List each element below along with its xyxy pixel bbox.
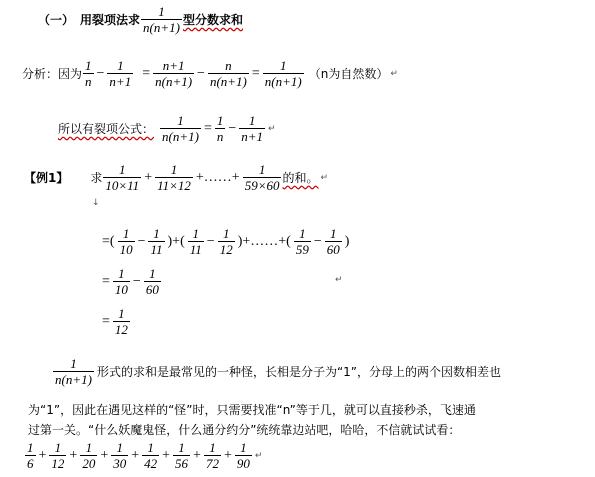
fraction-numerator: 1 bbox=[117, 58, 124, 73]
plus-sign: + bbox=[100, 447, 109, 463]
fraction-numerator: 1 bbox=[149, 266, 156, 281]
fraction-numerator: 1 bbox=[118, 306, 125, 321]
fraction-denominator: 11 bbox=[150, 242, 163, 257]
fraction-denominator: n+1 bbox=[109, 74, 132, 89]
return-mark-icon: ↵ bbox=[335, 275, 343, 285]
analysis-frac-4 bbox=[208, 58, 249, 89]
equals-sign: = bbox=[251, 65, 260, 81]
fraction-denominator: 90 bbox=[236, 456, 250, 471]
exercise-term bbox=[235, 440, 252, 471]
exercise-term bbox=[173, 440, 190, 471]
plus-sign: + bbox=[162, 447, 171, 463]
minus-sign: − bbox=[228, 120, 237, 136]
exercise-term bbox=[80, 440, 97, 471]
fraction-numerator: 1 bbox=[158, 4, 165, 19]
equals-sign: = bbox=[203, 120, 212, 136]
formula-frac-2 bbox=[215, 113, 226, 144]
fraction-numerator: 1 bbox=[299, 226, 306, 241]
fraction-denominator: 12 bbox=[219, 242, 233, 257]
formula-frac-1 bbox=[160, 113, 201, 144]
fraction-numerator: 1 bbox=[70, 356, 77, 371]
fraction-denominator: 11×12 bbox=[157, 178, 191, 193]
equals-sign: = bbox=[142, 65, 151, 81]
exercise-term bbox=[204, 440, 221, 471]
fraction-denominator: 11 bbox=[189, 242, 202, 257]
fraction-denominator: n+1 bbox=[241, 129, 264, 144]
analysis-frac-3 bbox=[153, 58, 194, 89]
minus-sign: − bbox=[206, 233, 215, 249]
fraction-numerator: 1 bbox=[118, 266, 125, 281]
equals-sign: = bbox=[102, 273, 110, 289]
fraction-numerator: 1 bbox=[216, 113, 224, 128]
fraction-numerator: 1 bbox=[54, 440, 62, 455]
plus-sign: + bbox=[69, 447, 78, 463]
minus-sign: − bbox=[137, 233, 146, 249]
fraction-denominator: 56 bbox=[175, 456, 189, 471]
exercise-term bbox=[49, 440, 66, 471]
minus-sign: − bbox=[313, 233, 322, 249]
plus-sign: + bbox=[144, 169, 153, 185]
minus-sign: − bbox=[96, 65, 105, 81]
analysis-note: （n为自然数） bbox=[308, 67, 389, 81]
fraction-numerator: 1 bbox=[178, 440, 185, 455]
fraction-numerator: 1 bbox=[85, 440, 93, 455]
close-paren: ) bbox=[344, 233, 350, 249]
example-term-2 bbox=[155, 162, 193, 193]
solution-frac-result bbox=[113, 306, 130, 337]
fraction-denominator: 59×60 bbox=[244, 178, 280, 193]
plus-sign: + bbox=[223, 447, 232, 463]
fraction-numerator: 1 bbox=[248, 113, 256, 128]
paragraph-fraction bbox=[53, 356, 94, 387]
fraction-numerator: 1 bbox=[153, 226, 160, 241]
solution-frac-r2a bbox=[113, 266, 130, 297]
minus-sign: − bbox=[197, 65, 205, 81]
fraction-numerator: 1 bbox=[258, 162, 266, 177]
analysis-frac-2 bbox=[107, 58, 133, 89]
fraction-numerator: 1 bbox=[192, 226, 200, 241]
fraction-numerator: 1 bbox=[122, 226, 130, 241]
fraction-denominator: n(n+1) bbox=[143, 20, 180, 35]
open-paren: =( bbox=[102, 233, 115, 249]
formula-frac-3 bbox=[239, 113, 265, 144]
example-end: 的和。 bbox=[282, 171, 319, 185]
fraction-denominator: n bbox=[216, 129, 224, 144]
section-heading bbox=[38, 4, 243, 35]
analysis-label: 分析：因为 bbox=[22, 67, 83, 81]
solution-frac-e bbox=[294, 226, 311, 257]
down-mark-icon: ↓ bbox=[92, 198, 100, 208]
exercise-term bbox=[111, 440, 128, 471]
return-mark-icon: ↵ bbox=[320, 172, 329, 183]
solution-frac-f bbox=[325, 226, 342, 257]
heading-title-a: 用裂项法求 bbox=[80, 13, 141, 27]
solution-row-3 bbox=[100, 306, 131, 337]
fraction-numerator: 1 bbox=[170, 162, 178, 177]
fraction-denominator: n bbox=[85, 74, 92, 89]
ellipsis-plus: +……+ bbox=[195, 169, 240, 185]
fraction-denominator: 12 bbox=[51, 456, 65, 471]
plus-sign: + bbox=[38, 447, 47, 463]
heading-prefix: （一） bbox=[38, 13, 75, 27]
heading-fraction bbox=[141, 4, 182, 35]
fraction-numerator: 1 bbox=[240, 440, 247, 455]
fraction-numerator: 1 bbox=[119, 162, 126, 177]
fraction-numerator: 1 bbox=[222, 226, 230, 241]
fraction-numerator: 1 bbox=[209, 440, 216, 455]
fraction-denominator: 10×11 bbox=[105, 178, 140, 193]
fraction-denominator: 42 bbox=[144, 456, 158, 471]
fraction-numerator: 1 bbox=[85, 58, 92, 73]
return-mark-icon: ↵ bbox=[390, 68, 398, 79]
fraction-denominator: 60 bbox=[326, 242, 340, 257]
fraction-denominator: 10 bbox=[114, 282, 128, 297]
solution-row-2 bbox=[100, 266, 162, 297]
heading-title-b: 型分数求和 bbox=[182, 13, 243, 27]
fraction-denominator: 59 bbox=[295, 242, 309, 257]
fraction-numerator: 1 bbox=[116, 440, 123, 455]
exercise-term bbox=[142, 440, 159, 471]
fraction-denominator: 72 bbox=[205, 456, 219, 471]
example-line bbox=[24, 162, 328, 193]
analysis-frac-5 bbox=[263, 58, 304, 89]
solution-frac-a bbox=[118, 226, 135, 257]
fraction-denominator: n(n+1) bbox=[55, 372, 92, 387]
analysis-frac-1 bbox=[83, 58, 94, 89]
formula-label: 所以有裂项公式： bbox=[58, 122, 155, 136]
fraction-numerator: 1 bbox=[177, 113, 184, 128]
plus-sign: + bbox=[131, 447, 140, 463]
equals-sign: = bbox=[102, 313, 110, 329]
fraction-denominator: 10 bbox=[119, 242, 133, 257]
return-mark-icon: ↵ bbox=[254, 450, 263, 461]
exercise-term bbox=[25, 440, 36, 471]
fraction-denominator: 20 bbox=[82, 456, 96, 471]
fraction-denominator: 60 bbox=[145, 282, 159, 297]
fraction-numerator: n+1 bbox=[162, 58, 185, 73]
fraction-numerator: 1 bbox=[27, 440, 34, 455]
formula-line bbox=[58, 113, 276, 144]
analysis-line bbox=[22, 58, 398, 89]
minus-sign: − bbox=[132, 273, 141, 289]
fraction-denominator: 12 bbox=[114, 322, 128, 337]
fraction-denominator: n(n+1) bbox=[209, 74, 247, 89]
solution-frac-c bbox=[188, 226, 204, 257]
fraction-denominator: 6 bbox=[27, 456, 34, 471]
fraction-denominator: n(n+1) bbox=[155, 74, 193, 89]
fraction-numerator: 1 bbox=[329, 226, 337, 241]
solution-frac-d bbox=[218, 226, 235, 257]
solution-frac-r2b bbox=[144, 266, 161, 297]
fraction-numerator: 1 bbox=[147, 440, 154, 455]
fraction-denominator: 30 bbox=[113, 456, 127, 471]
exercise-line bbox=[24, 440, 262, 471]
solution-row-1 bbox=[100, 226, 351, 257]
example-term-1 bbox=[103, 162, 141, 193]
paragraph-line-1 bbox=[52, 356, 501, 387]
ellipsis-join: )+……+( bbox=[237, 233, 291, 249]
example-term-3 bbox=[243, 162, 282, 193]
paragraph-text-2: 为“1”，因此在遇见这样的“怪”时，只需要找准“n”等于几，就可以直接秒杀，飞速通 bbox=[28, 403, 476, 417]
return-mark-icon: ↵ bbox=[268, 123, 276, 134]
example-ask: 求 bbox=[90, 171, 103, 185]
plus-sign: + bbox=[193, 447, 201, 463]
paragraph-text-3: 过第一关。“什么妖魔鬼怪，什么通分约分”统统靠边站吧，哈哈，不信就试试看： bbox=[28, 423, 461, 437]
solution-frac-b bbox=[148, 226, 164, 257]
fraction-numerator: 1 bbox=[280, 58, 287, 73]
fraction-numerator: n bbox=[225, 58, 232, 73]
close-open-paren: )+( bbox=[167, 233, 185, 249]
fraction-denominator: n(n+1) bbox=[162, 129, 199, 144]
example-tag: 【例1】 bbox=[24, 171, 69, 185]
fraction-denominator: n(n+1) bbox=[264, 74, 302, 89]
paragraph-text-1: 形式的求和是最常见的一种怪，长相是分子为“1”，分母上的两个因数相差也 bbox=[96, 365, 502, 379]
